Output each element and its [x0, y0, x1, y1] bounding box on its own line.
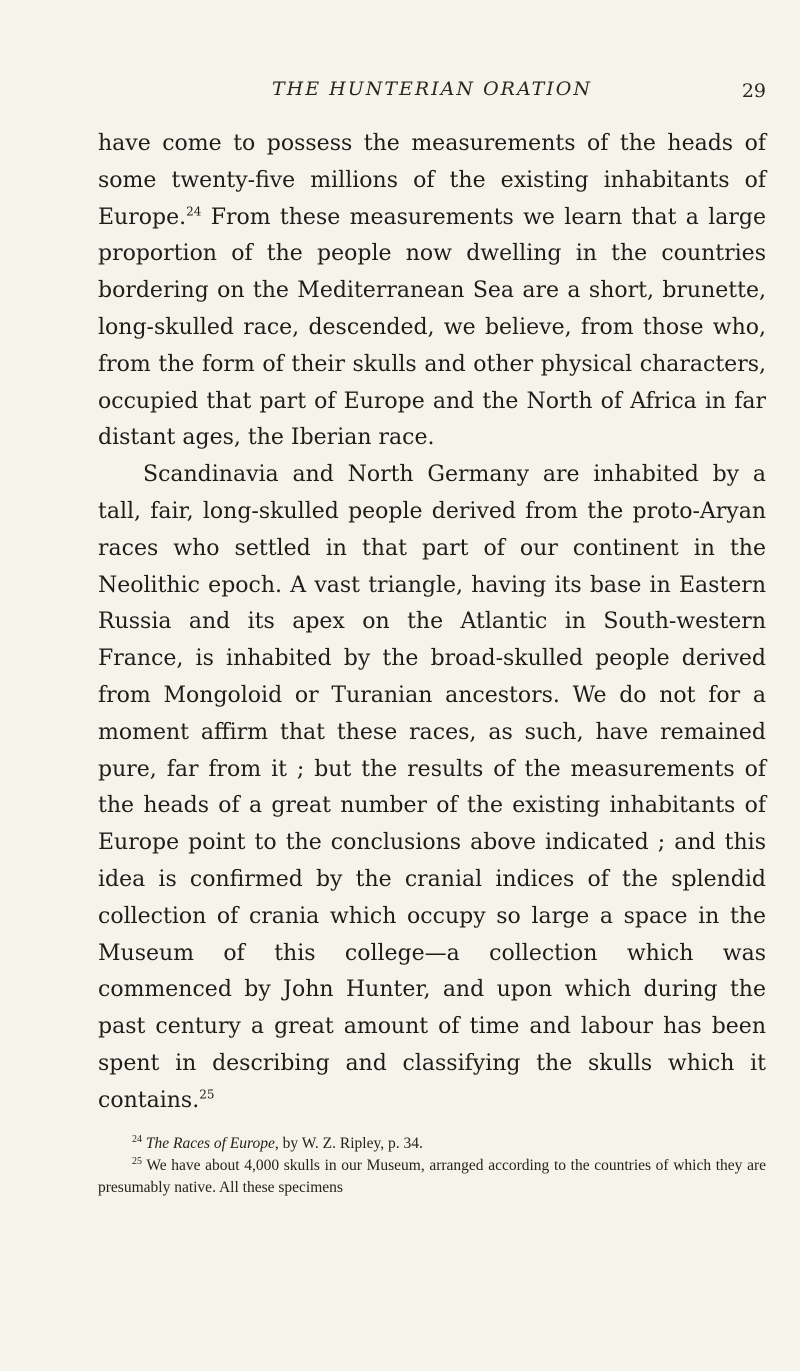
footnote-24-number: 24: [132, 1133, 142, 1145]
paragraph-2-text: Scandinavia and North Germany are inhabited by a tall, fair, long-skulled people derived from the proto-Aryan races who settled in that part of our continent in the Neolithic epoch. A vast triangle, having its base in Eastern Russia and its apex on the Atlantic in South-western France, is inhabited by the broad-skulled people derived from Mongoloid or Turanian ancestors. We do not for a moment affirm that these races, as such, have remained pure, far from it ; but the results of the measurements of the heads of a great number of the existing inhabitants of Europe point to the conclusions above indicated ; and this idea is confirmed by the cranial indices of the splendid collection of crania which occupy so large a space in the Museum of this college—a collection which was commenced by John Hunter, and upon which during the past century a great amount of time and labour has been spent in describing and classifying the skulls which it contains.: [98, 462, 766, 1113]
paragraph-1-text-b: From these measurements we learn that a large proportion of the people now dwelling in the countries bordering on the Mediterranean Sea are a short, brunette, long-skulled race, descended, we believe, from those who, from the form of their skulls and other physical characters, occupied that part of Europe and the North of Africa in far distant ages, the Iberian race.: [98, 204, 766, 451]
footnote-25-text: We have about 4,000 skulls in our Museum, arranged according to the countries of which they are presumably native. All these specimens: [98, 1157, 766, 1196]
running-head: THE HUNTERIAN ORATION: [271, 78, 593, 100]
paragraph-2: [98, 457, 766, 1119]
page-header: [98, 74, 766, 110]
footnotes: [98, 1133, 766, 1199]
footnote-24-title: The Races of Europe: [145, 1135, 275, 1152]
body-text: [98, 126, 766, 1120]
footnote-24: [98, 1133, 766, 1155]
footnote-25: [98, 1155, 766, 1199]
paragraph-1: [98, 126, 766, 457]
footnote-25-number: 25: [132, 1155, 142, 1167]
footnote-ref-25: 25: [199, 1087, 215, 1102]
footnote-24-text: , by W. Z. Ripley, p. 34.: [274, 1135, 423, 1152]
footnote-ref-24: 24: [186, 204, 202, 219]
page-number: 29: [741, 80, 766, 102]
paragraph-1-text-a: have come to possess the measurements of the heads of some twenty-five millions of the existing inhabitants of Europe.: [98, 131, 766, 230]
